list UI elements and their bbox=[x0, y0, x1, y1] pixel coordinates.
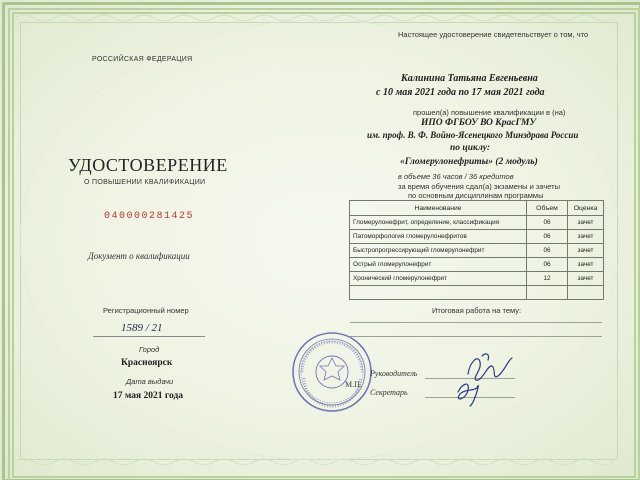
intro-text: Настоящее удостоверение свидетельствует о том, что bbox=[398, 30, 589, 39]
course-grade: зачет bbox=[568, 230, 604, 244]
institution-line-2: им. проф. В. Ф. Войно-Ясенецкого Минздрава России bbox=[367, 130, 579, 140]
course-grade: зачет bbox=[568, 272, 604, 286]
final-work-line-2 bbox=[350, 336, 602, 337]
course-name: Острый гломерулонефрит bbox=[350, 258, 527, 272]
table-header-row bbox=[350, 201, 604, 216]
registration-number: 1589 / 21 bbox=[121, 322, 163, 334]
course-grade: зачет bbox=[568, 258, 604, 272]
course-name: Гломерулонефрит, определение, классификация bbox=[350, 216, 527, 230]
issue-date: 17 мая 2021 года bbox=[113, 391, 184, 401]
course-volume: 06 bbox=[527, 244, 568, 258]
course-name: Хронический гломерулонефрит bbox=[350, 272, 527, 286]
table-row bbox=[350, 216, 604, 230]
training-period: с 10 мая 2021 года по 17 мая 2021 года bbox=[376, 87, 545, 98]
course-grade: зачет bbox=[568, 244, 604, 258]
course-grade: зачет bbox=[568, 216, 604, 230]
course-name: Быстропрогрессирующий гломерулонефрит bbox=[350, 244, 527, 258]
table-row bbox=[350, 230, 604, 244]
exams-text-2: по основным дисциплинам программы bbox=[408, 191, 544, 200]
city: Красноярск bbox=[121, 358, 173, 368]
city-label: Город bbox=[139, 345, 160, 354]
document-title: УДОСТОВЕРЕНИЕ bbox=[68, 155, 228, 175]
final-work-line-1 bbox=[350, 322, 602, 323]
course-grade-empty bbox=[568, 286, 604, 300]
head-signature-label: Руководитель bbox=[370, 369, 418, 378]
header-volume: Объем bbox=[527, 201, 568, 216]
course-volume: 06 bbox=[527, 230, 568, 244]
secretary-signature-label: Секретарь bbox=[370, 388, 408, 397]
final-work-label: Итоговая работа на тему: bbox=[432, 306, 522, 315]
course-volume: 06 bbox=[527, 216, 568, 230]
institution-line-1: ИПО ФГБОУ ВО КрасГМУ bbox=[421, 118, 537, 128]
exams-text-1: за время обучения сдал(а) экзамены и зачеты bbox=[398, 182, 560, 191]
registration-underline bbox=[93, 336, 205, 337]
document-type: Документ о квалификации bbox=[88, 251, 190, 261]
cycle-name: «Гломерулонефриты» (2 модуль) bbox=[400, 157, 538, 167]
header-grade: Оценка bbox=[568, 201, 604, 216]
course-name: Патоморфология гломерулонефритов bbox=[350, 230, 527, 244]
signature-icon bbox=[448, 344, 528, 410]
header-name: Наименование bbox=[350, 201, 527, 216]
course-name-empty bbox=[350, 286, 527, 300]
course-volume: 06 bbox=[527, 258, 568, 272]
serial-number: 040000281425 bbox=[104, 211, 195, 222]
issue-date-label: Дата выдачи bbox=[126, 377, 174, 386]
official-seal-icon bbox=[290, 330, 374, 414]
passed-training-text: прошел(а) повышение квалификации в (на) bbox=[413, 108, 566, 117]
registration-number-label: Регистрационный номер bbox=[103, 306, 189, 315]
courses-table bbox=[349, 200, 604, 300]
course-volume-empty bbox=[527, 286, 568, 300]
seal-place-label: М.П. bbox=[345, 380, 362, 389]
table-row bbox=[350, 244, 604, 258]
recipient-name: Калинина Татьяна Евгеньевна bbox=[401, 73, 538, 84]
document-subtitle: О ПОВЫШЕНИИ КВАЛИФИКАЦИИ bbox=[84, 179, 206, 186]
volume-text: в объеме 36 часов / 36 кредитов bbox=[398, 172, 514, 181]
table-row-empty bbox=[350, 286, 604, 300]
table-row bbox=[350, 272, 604, 286]
cycle-label: по циклу: bbox=[450, 143, 490, 153]
course-volume: 12 bbox=[527, 272, 568, 286]
country-label: РОССИЙСКАЯ ФЕДЕРАЦИЯ bbox=[92, 56, 193, 63]
table-row bbox=[350, 258, 604, 272]
